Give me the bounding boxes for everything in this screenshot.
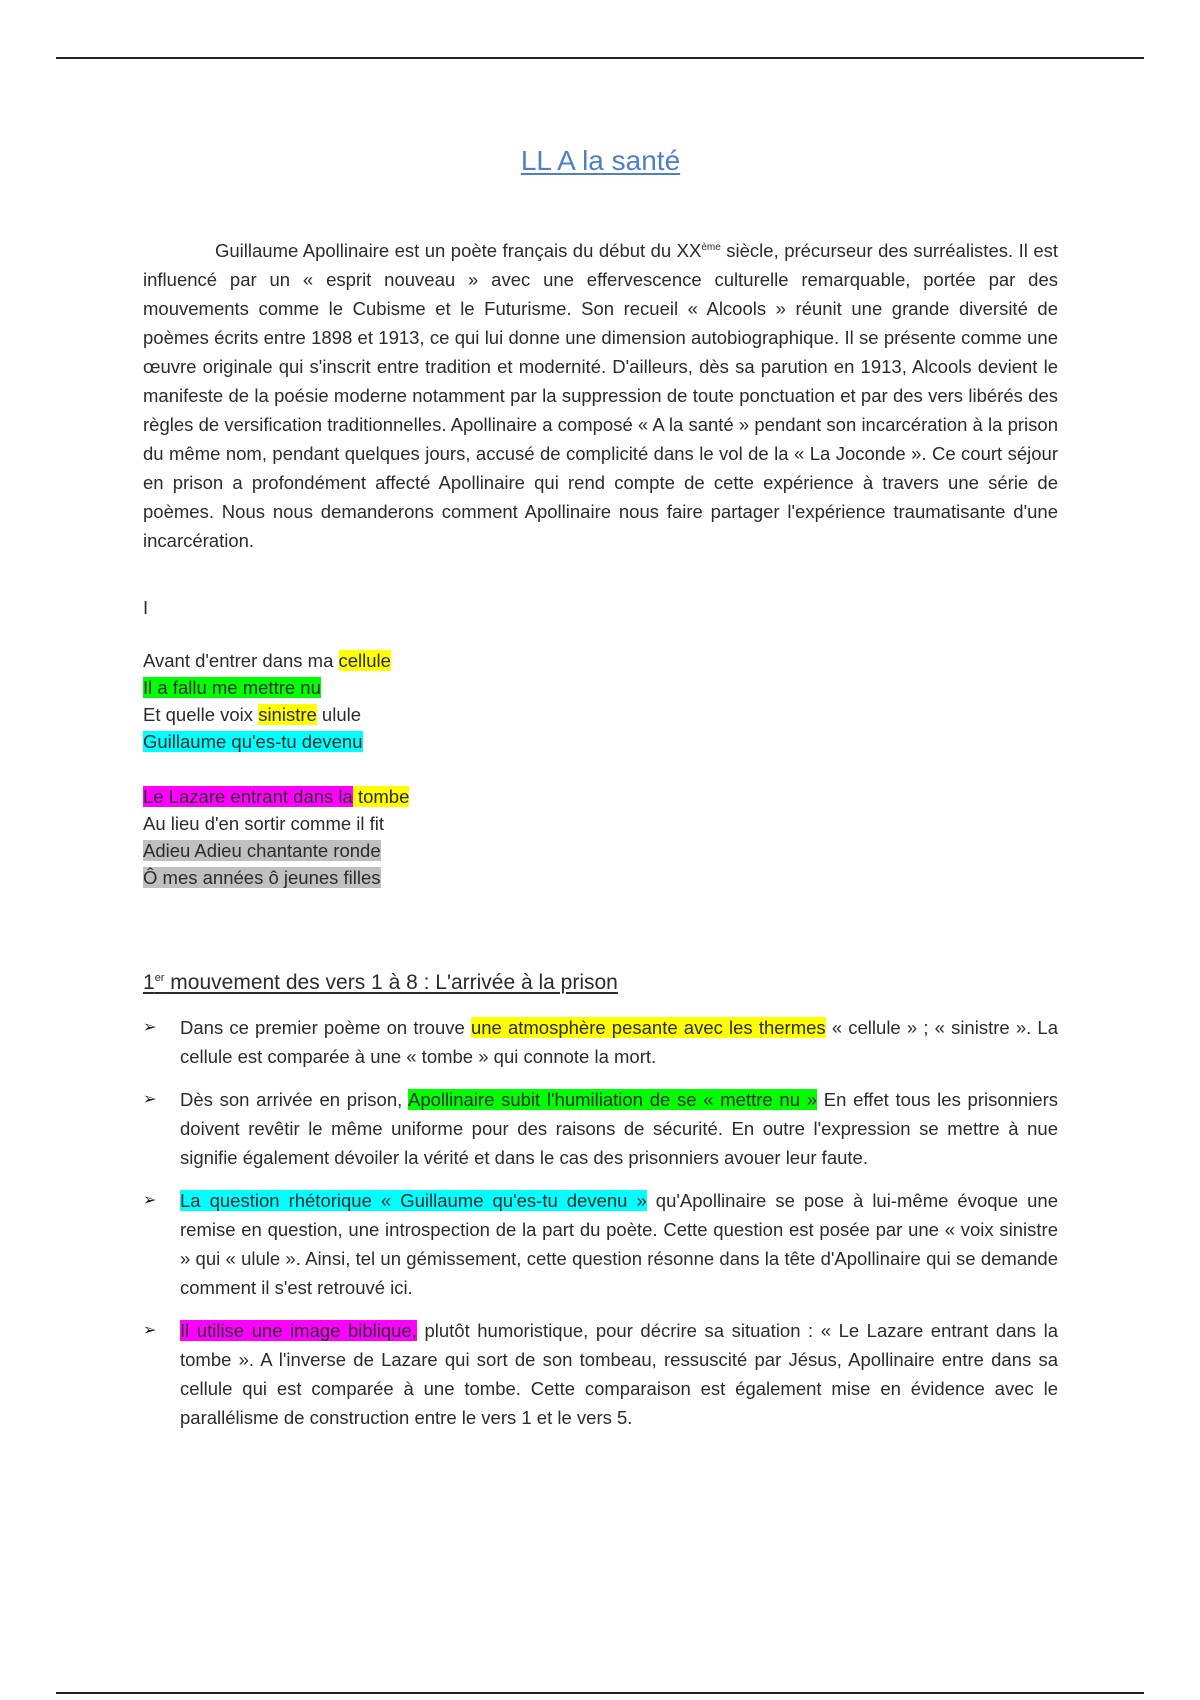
poem-line-8 (143, 864, 1058, 891)
poem-stanza-1 (143, 647, 1058, 755)
bullet-4-highlight: Il utilise une image biblique, (180, 1320, 417, 1342)
bullet-1-text: Dans ce premier poème on trouve (180, 1017, 471, 1039)
poem-stanza-2 (143, 783, 1058, 891)
poem-line-7-highlight-2: chantante ronde (241, 840, 381, 862)
intro-text-rest: siècle, précurseur des surréalistes. Il est influencé par un « esprit nouveau » avec une effervescence culturelle remarquable, portée par des mouvements comme le Cubisme et le Futurisme. Son recueil « Alcools » réunit une grande diversité de poèmes écrits entre 1898 et 1913, ce qui lui donne une dimension autobiographique. Il se présente comme une œuvre originale qui s'inscrit entre tradition et modernité. D'ailleurs, dès sa parution en 1913, Alcools devient le manifeste de la poésie moderne notamment par la suppression de toute ponctuation et par des vers libérés des règles de versification traditionnelles. Apollinaire a composé « A la santé » pendant son incarcération à la prison du même nom, pendant quelques jours, accusé de complicité dans le vol de la « La Joconde ». Ce court séjour en prison a profondément affecté Apollinaire qui rend compte de cette expérience à travers une série de poèmes. Nous nous demanderons comment Apollinaire nous faire partager l'expérience traumatisante d'une incarcération. (143, 240, 1058, 552)
part-number: I (143, 597, 149, 619)
poem-line-5-highlight-2: tombe (352, 786, 410, 808)
poem-line-3-text: Et quelle voix (143, 704, 259, 726)
arrow-bullet-icon: ➢ (143, 1091, 157, 1109)
poem-line-3 (143, 701, 1058, 728)
list-item (143, 1013, 1058, 1071)
poem-line-3-highlight: sinistre (258, 704, 317, 726)
arrow-bullet-icon: ➢ (143, 1192, 157, 1210)
poem-line-5-highlight: Le Lazare entrant dans la (143, 786, 353, 808)
poem-line-6 (143, 810, 1058, 837)
poem-line-1-highlight: cellule (338, 650, 391, 672)
intro-superscript: ème (701, 242, 721, 253)
bullet-3-text-end: qu'Apollinaire se pose à lui-même évoque une remise en question, une introspection de la part du poète. Cette question est posée par une « voix sinistre » qui « ulule ». Ainsi, tel un gémissement, cette question résonne dans la tête d'Apollinaire qui se demande comment il s'est retrouvé ici. (180, 1190, 1058, 1299)
poem-line-6-text: Au lieu d'en sortir comme il fit (143, 813, 385, 835)
bullet-1-highlight: une atmosphère pesante avec les thermes (470, 1017, 826, 1039)
poem-line-5 (143, 783, 1058, 810)
poem-line-4 (143, 728, 1058, 755)
bullet-2-text: Dès son arrivée en prison, (180, 1089, 408, 1111)
bullet-2-highlight: Apollinaire subit l'humiliation de se « mettre nu » (407, 1089, 818, 1111)
footer-rule (56, 1692, 1144, 1694)
poem-line-2-highlight: Il a fallu me mettre nu (143, 677, 321, 699)
section-heading-text: mouvement des vers 1 à 8 : L'arrivée à la prison (164, 971, 618, 995)
poem-line-1-text: Avant d'entrer dans ma (143, 650, 339, 672)
bullet-3-highlight: La question rhétorique « Guillaume qu'es-tu devenu » (180, 1190, 647, 1212)
section-heading (143, 971, 1058, 995)
poem-line-1 (143, 647, 1058, 674)
bullet-1-text-end: « cellule » ; « sinistre ». La cellule est comparée à une « tombe » qui connote la mort. (180, 1017, 1058, 1068)
document-title: LL A la santé (520, 145, 681, 176)
poem-line-4-highlight: Guillaume qu'es-tu devenu (143, 731, 363, 753)
poem-line-7-highlight: Adieu Adieu (143, 840, 242, 862)
section-heading-number: 1 (143, 971, 155, 995)
section-heading-superscript: er (154, 972, 165, 985)
arrow-bullet-icon: ➢ (143, 1322, 157, 1340)
poem-line-3-end: ulule (316, 704, 362, 726)
list-item (143, 1085, 1058, 1172)
document-page (143, 145, 1058, 1446)
arrow-bullet-icon: ➢ (143, 1019, 157, 1037)
analysis-bullet-list (143, 1013, 1058, 1432)
bullet-4-text-end: plutôt humoristique, pour décrire sa situation : « Le Lazare entrant dans la tombe ». A l'inverse de Lazare qui sort de son tombeau, ressuscité par Jésus, Apollinaire entre dans sa cellule qui est comparée à une tombe. Cette comparaison est également mise en évidence avec le parallélisme de construction entre le vers 1 et le vers 5. (180, 1320, 1058, 1429)
bullet-2-text-end: En effet tous les prisonniers doivent revêtir le même uniforme pour des raisons de sécurité. En outre l'expression se mettre à nue signifie également dévoiler la vérité et dans le cas des prisonniers avouer leur faute. (180, 1089, 1059, 1169)
poem-line-7 (143, 837, 1058, 864)
list-item (143, 1316, 1058, 1432)
header-rule (56, 57, 1144, 59)
poem-line-2 (143, 674, 1058, 701)
list-item (143, 1186, 1058, 1302)
intro-paragraph (143, 233, 1058, 555)
intro-text-start: Guillaume Apollinaire est un poète français du début du XX (215, 240, 702, 262)
poem-line-8-highlight: Ô mes années ô jeunes filles (143, 867, 381, 889)
